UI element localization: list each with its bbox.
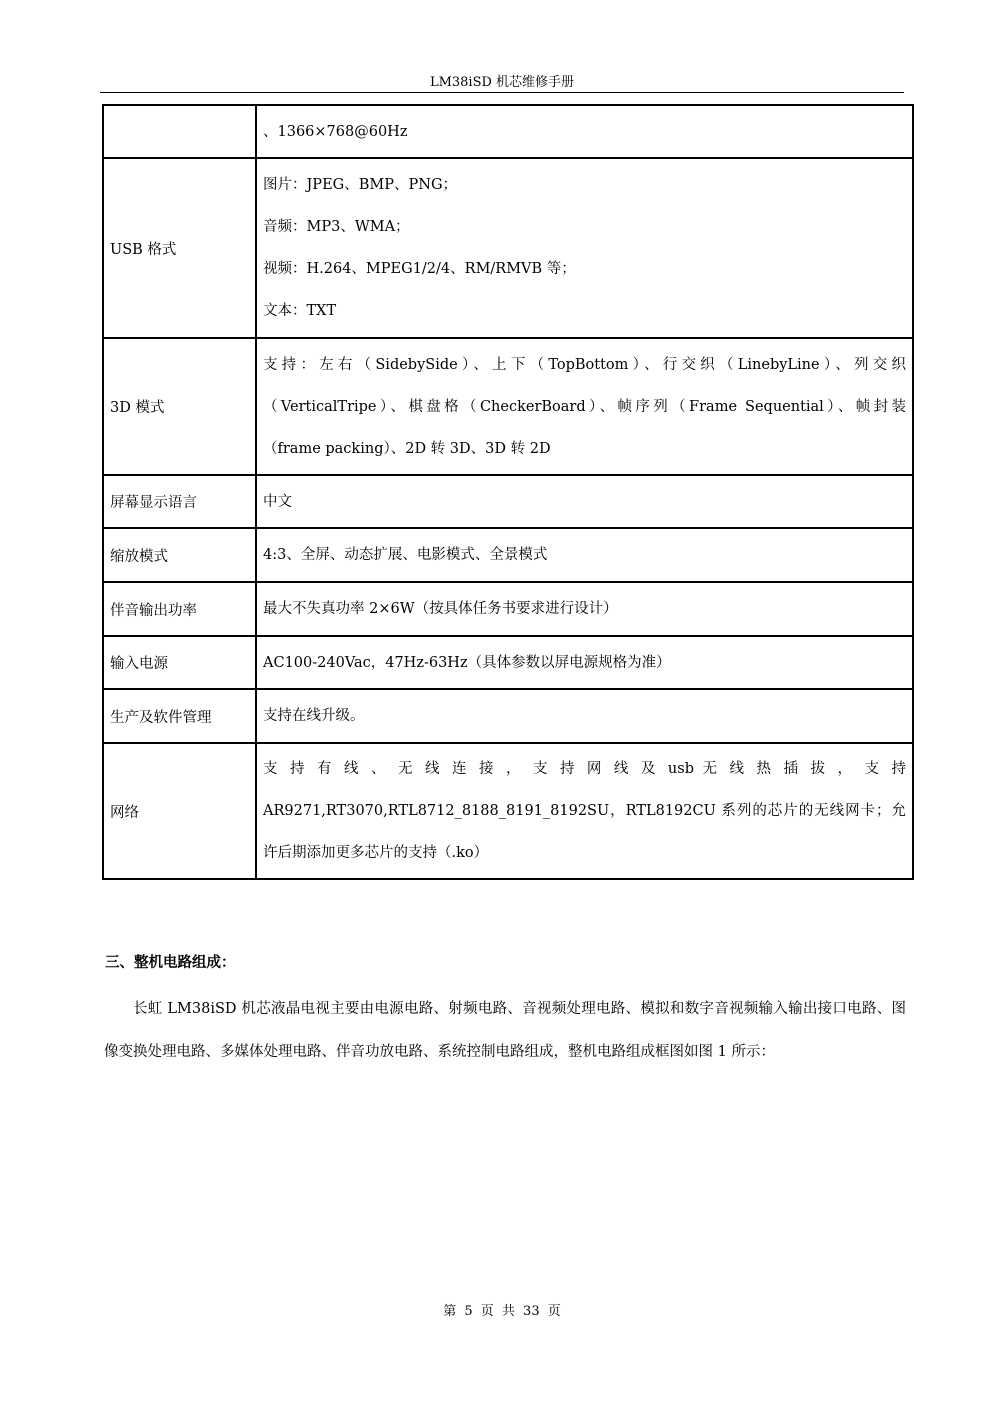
table-row bbox=[103, 528, 913, 582]
value-line: 支持：左右（SidebySide）、上下（TopBottom）、行交织（LinebyLine）、列交织 bbox=[263, 356, 906, 373]
value-line: 支 持 有 线 、 无 线 连 接 ， 支 持 网 线 及 usb 无 线 热 插 拔 ， 支 持 bbox=[263, 761, 906, 777]
value-line: 图片：JPEG、BMP、PNG； bbox=[263, 177, 458, 193]
row-value bbox=[256, 105, 913, 158]
value-line: 最大不失真功率 2×6W（按具体任务书要求进行设计） bbox=[263, 601, 618, 617]
row-value bbox=[256, 338, 913, 475]
row-label: 生产及软件管理 bbox=[103, 689, 256, 743]
table-row bbox=[103, 475, 913, 528]
value-line: 音频：MP3、WMA； bbox=[263, 219, 410, 235]
row-label: 屏幕显示语言 bbox=[103, 475, 256, 528]
value-line: AR9271,RT3070,RTL8712_8188_8191_8192SU，RTL8192CU 系列的芯片的无线网卡；允 bbox=[263, 803, 906, 819]
value-line: 中文 bbox=[263, 493, 292, 510]
value-line: 支持在线升级。 bbox=[263, 708, 365, 724]
row-label: USB 格式 bbox=[103, 158, 256, 338]
row-label: 缩放模式 bbox=[103, 528, 256, 582]
value-line: 视频：H.264、MPEG1/2/4、RM/RMVB 等； bbox=[263, 261, 576, 277]
row-label bbox=[103, 105, 256, 158]
value-line: 、1366×768@60Hz bbox=[263, 123, 408, 140]
table-row bbox=[103, 636, 913, 689]
value-line: （VerticalTripe）、棋盘格（CheckerBoard）、帧序列（Frame Sequential）、帧封装 bbox=[263, 398, 906, 415]
row-label: 3D 模式 bbox=[103, 338, 256, 475]
table-row bbox=[103, 105, 913, 158]
row-label: 输入电源 bbox=[103, 636, 256, 689]
row-value bbox=[256, 158, 913, 338]
value-line: AC100-240Vac，47Hz-63Hz（具体参数以屏电源规格为准） bbox=[263, 654, 671, 671]
section-paragraph: 长虹 LM38iSD 机芯液晶电视主要由电源电路、射频电路、音视频处理电路、模拟和数字音视频输入输出接口电路、图像变换处理电路、多媒体处理电路、伴音功放电路、系统控制电路组成，整机电路组成框图如图 1 所示： bbox=[104, 1001, 906, 1060]
value-line: （frame packing）、2D 转 3D、3D 转 2D bbox=[263, 440, 551, 457]
row-value bbox=[256, 475, 913, 528]
page-header-title: LM38iSD 机芯维修手册 bbox=[429, 75, 575, 90]
header-rule bbox=[100, 92, 904, 93]
table-row bbox=[103, 582, 913, 636]
value-line: 文本：TXT bbox=[263, 303, 337, 319]
table-row bbox=[103, 158, 913, 338]
table-row bbox=[103, 689, 913, 743]
row-value bbox=[256, 636, 913, 689]
spec-table bbox=[102, 104, 914, 880]
row-value bbox=[256, 528, 913, 582]
row-value bbox=[256, 582, 913, 636]
row-label: 网络 bbox=[103, 743, 256, 879]
row-value bbox=[256, 689, 913, 743]
value-line: 4:3、全屏、动态扩展、电影模式、全景模式 bbox=[263, 547, 548, 563]
value-line: 许后期添加更多芯片的支持（.ko） bbox=[263, 845, 489, 861]
table-row bbox=[103, 338, 913, 475]
section-title: 三、整机电路组成： bbox=[105, 954, 236, 971]
row-label: 伴音输出功率 bbox=[103, 582, 256, 636]
row-value bbox=[256, 743, 913, 879]
page-footer: 第 5 页 共 33 页 bbox=[443, 1304, 561, 1319]
table-row bbox=[103, 743, 913, 879]
